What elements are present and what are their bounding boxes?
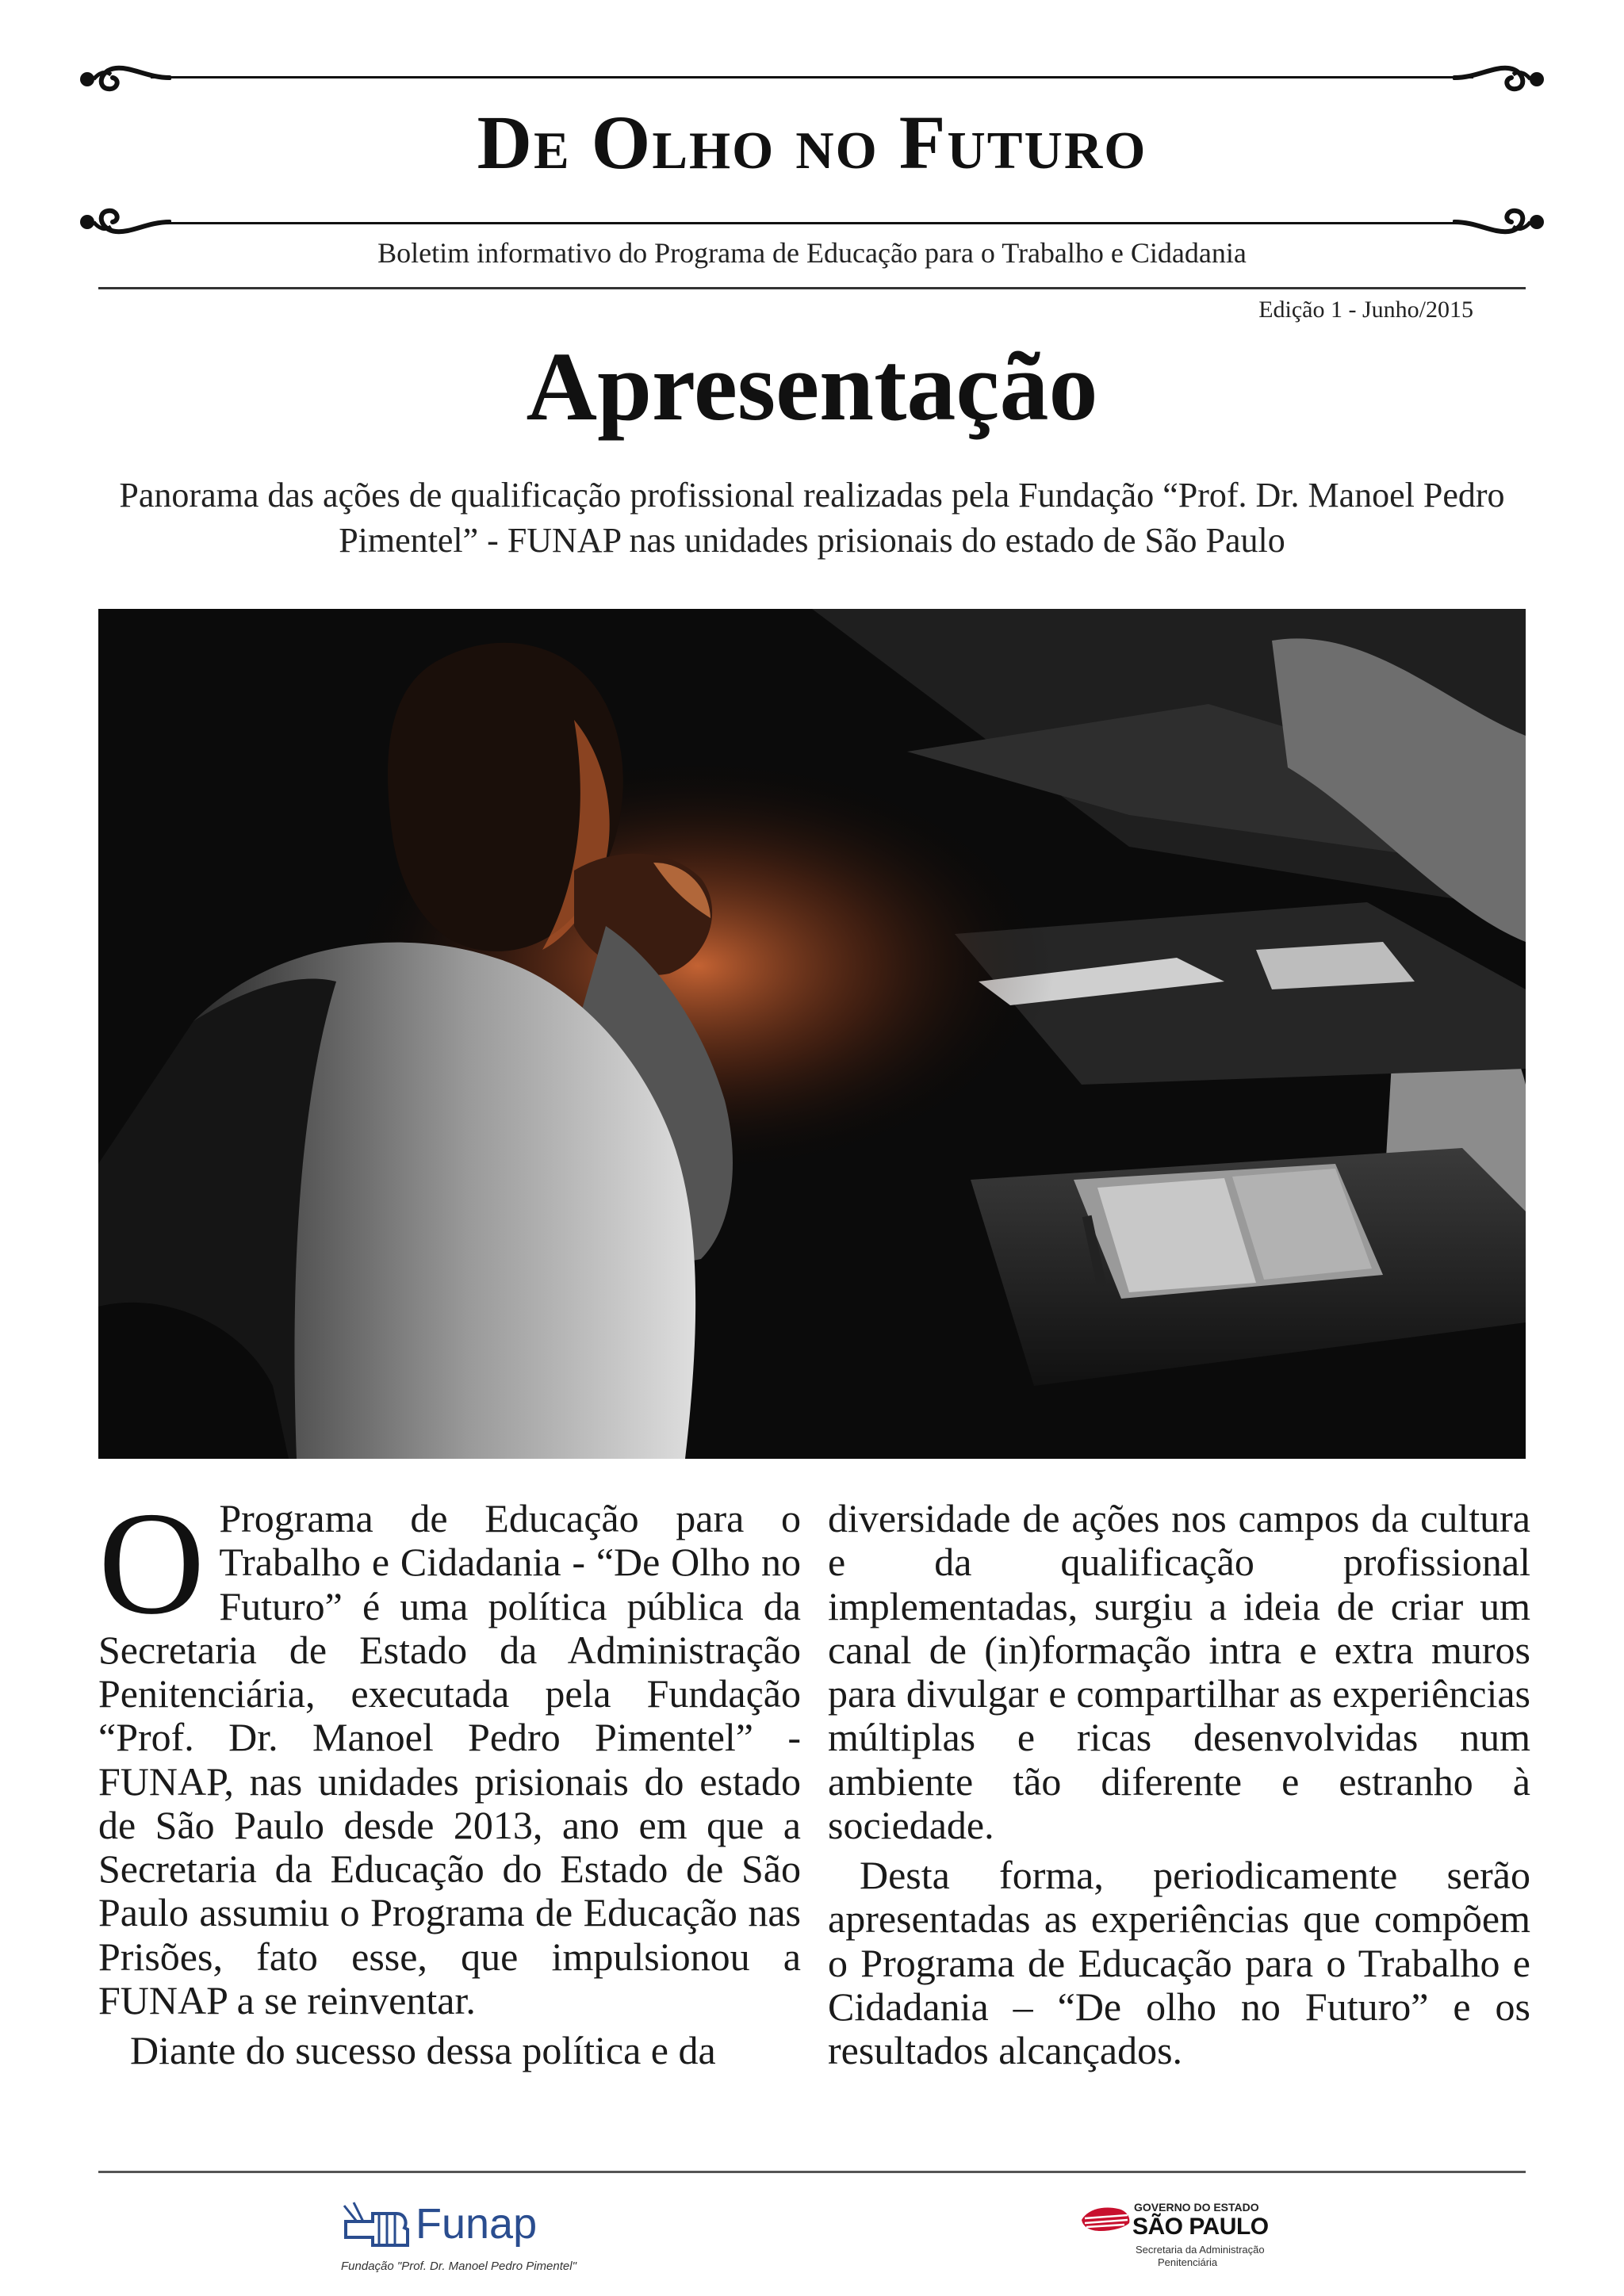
edition-label: Edição 1 - Junho/2015 xyxy=(1258,297,1473,323)
sao-paulo-government-logo xyxy=(1080,2199,1286,2286)
newsletter-title: De Olho no Futuro xyxy=(477,100,1147,185)
footer-rule xyxy=(98,2171,1526,2173)
article-paragraph-2-continued: diversidade de ações nos campos da cultura e da qualificação profissional implementadas, surgiu a ideia de criar um canal de (in)formação intra e extra muros para divulgar e compartilhar as experiências múltiplas e ricas desenvolvidas num ambiente tão diferente e estranho à sociedade. xyxy=(828,1496,1530,1847)
article-paragraph-1 xyxy=(98,1482,801,2022)
funap-wordmark: Funap xyxy=(416,2200,538,2248)
paragraph-1-text: Programa de Educação para o Trabalho e Cidadania - “De Olho no Futuro” é uma política pública da Secretaria de Estado da Administração Penitenciária, executada pela Fundação “Prof. Dr. Manoel Pedro Pimentel” - FUNAP, nas unidades prisionais do estado de São Paulo desde 2013, ano em que a Secretaria da Educação do Estado de São Paulo assumiu o Programa de Educação nas Prisões, fato esse, que impulsionou a FUNAP a se reinventar. xyxy=(98,1496,801,2022)
sp-logo-sub-text-2: Penitenciária xyxy=(1158,2256,1218,2268)
sp-logo-top-text: GOVERNO DO ESTADO xyxy=(1134,2201,1259,2214)
article-column-right xyxy=(828,1497,1530,2072)
scroll-ornament-icon xyxy=(76,60,171,97)
masthead-top-rule xyxy=(151,76,1473,78)
tagline-rule xyxy=(98,287,1526,289)
article-paragraph-3: Desta forma, periodicamente serão apresentadas as experiências que compõem o Programa de Educação para o Trabalho e Cidadania – “De olho no Futuro” e os resultados alcançados. xyxy=(828,1853,1530,2072)
sp-logo-sub-text: Secretaria da Administração xyxy=(1136,2244,1265,2256)
sp-map-flag-icon xyxy=(1080,2204,1132,2236)
article-photo xyxy=(98,609,1526,1459)
raised-fist-icon xyxy=(341,2198,412,2256)
article-paragraph-2: Diante do sucesso dessa política e da xyxy=(130,2028,716,2072)
article-headline: Apresentação xyxy=(526,332,1098,441)
masthead-bottom-rule xyxy=(151,222,1473,224)
photo-student-studying-icon xyxy=(98,609,1526,1459)
funap-logo xyxy=(336,2195,598,2282)
article-subheading: Panorama das ações de qualificação profissional realizadas pela Fundação “Prof. Dr. Manoel Pedro Pimentel” - FUNAP nas unidades prisionais do estado de São Paulo xyxy=(119,476,1505,561)
newsletter-tagline: Boletim informativo do Programa de Educação para o Trabalho e Cidadania xyxy=(377,237,1247,269)
sp-logo-main-text: SÃO PAULO xyxy=(1132,2214,1269,2240)
drop-cap: O xyxy=(98,1482,205,1645)
scroll-ornament-icon xyxy=(1453,60,1548,97)
article-column-left xyxy=(98,1482,801,2072)
funap-subtitle: Fundação "Prof. Dr. Manoel Pedro Pimentel" xyxy=(341,2260,576,2273)
